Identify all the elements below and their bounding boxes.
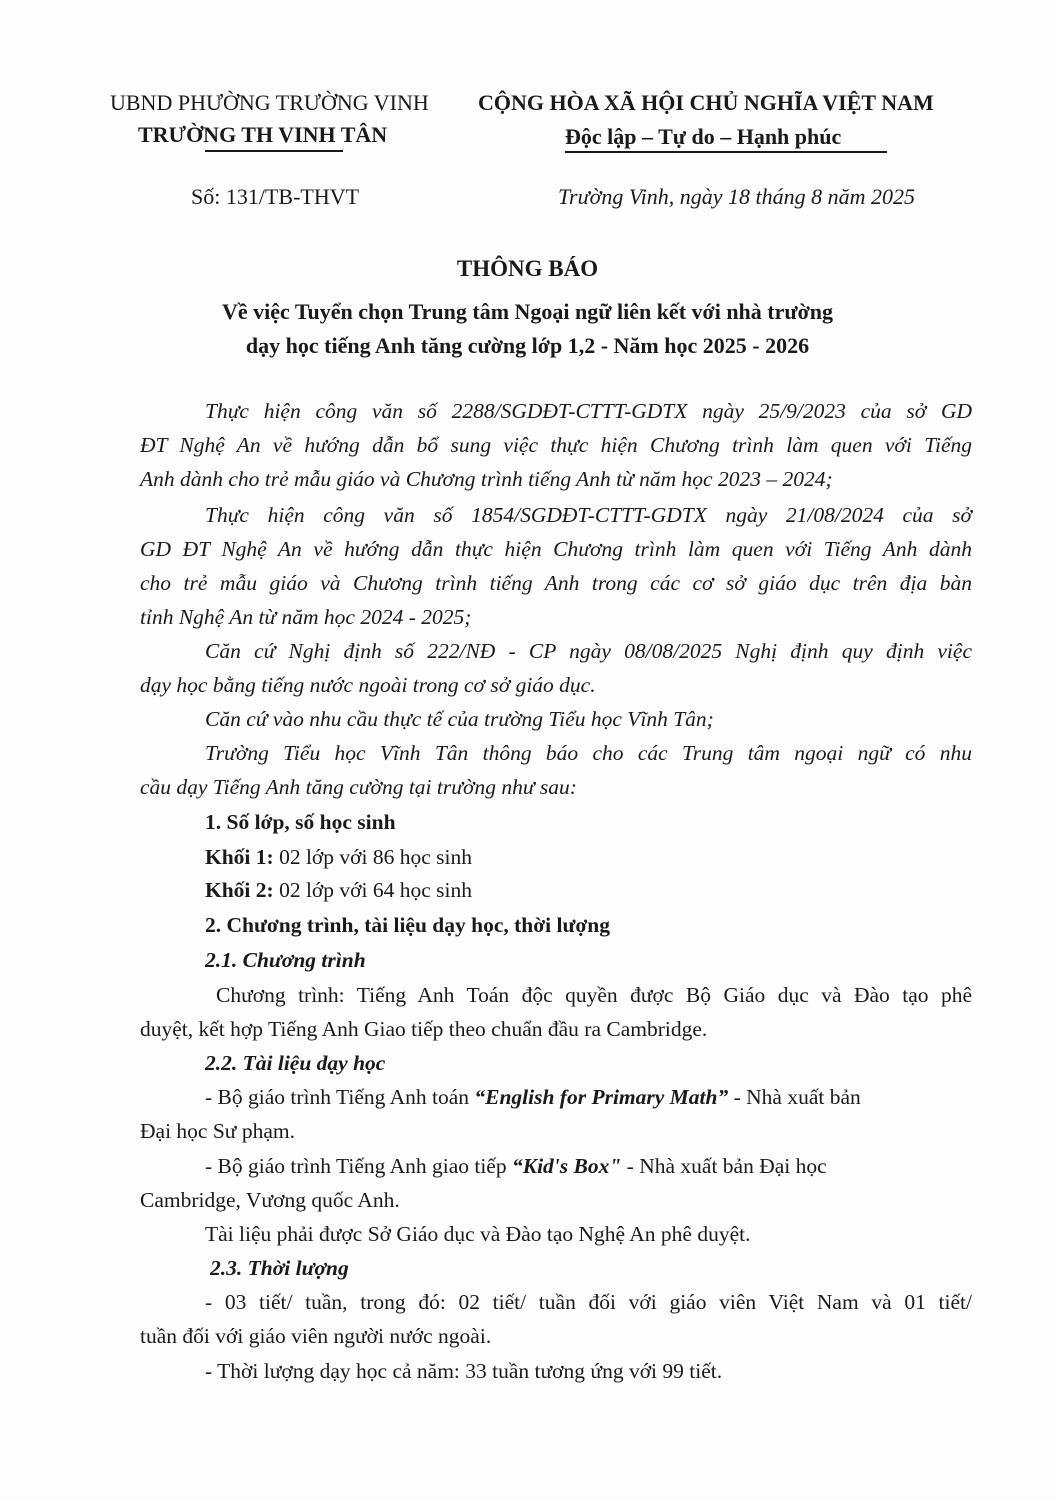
program-line-2: duyệt, kết hợp Tiếng Anh Giao tiếp theo chuẩn đầu ra Cambridge. bbox=[140, 1017, 708, 1041]
basis-3-line-1: Căn cứ Nghị định số 222/NĐ - CP ngày 08/08/2025 Nghị định quy định việc bbox=[205, 639, 972, 663]
section-2-2-heading: 2.2. Tài liệu dạy học bbox=[205, 1051, 386, 1075]
document-number: Số: 131/TB-THVT bbox=[191, 184, 360, 209]
grade-1-text: 02 lớp với 86 học sinh bbox=[273, 845, 473, 869]
basis-5-line-2: cầu dạy Tiếng Anh tăng cường tại trường như sau: bbox=[140, 775, 577, 799]
basis-1-line-2: ĐT Nghệ An về hướng dẫn bổ sung việc thực hiện Chương trình làm quen với Tiếng bbox=[140, 433, 972, 457]
material-item-1-title: “English for Primary Math” bbox=[474, 1085, 729, 1109]
basis-1-line-3: Anh dành cho trẻ mẫu giáo và Chương trình tiếng Anh từ năm học 2023 – 2024; bbox=[140, 467, 833, 491]
material-item-2-line-1 bbox=[205, 1149, 972, 1183]
program-line-1: Chương trình: Tiếng Anh Toán độc quyền được Bộ Giáo dục và Đào tạo phê bbox=[216, 983, 972, 1007]
issuing-authority: UBND PHƯỜNG TRƯỜNG VINH bbox=[110, 90, 429, 115]
basis-5-line-1: Trường Tiểu học Vĩnh Tân thông báo cho các Trung tâm ngoại ngữ có nhu bbox=[205, 741, 972, 765]
material-item-2-suffix: - Nhà xuất bản Đại học bbox=[621, 1154, 827, 1178]
basis-2-line-2: GD ĐT Nghệ An về hướng dẫn thực hiện Chương trình làm quen với Tiếng Anh dành bbox=[140, 537, 972, 561]
document-title: THÔNG BÁO bbox=[456, 256, 599, 281]
grade-1-label: Khối 1: bbox=[205, 845, 274, 869]
section-2-1-heading: 2.1. Chương trình bbox=[205, 948, 366, 972]
basis-2-line-4: tỉnh Nghệ An từ năm học 2024 - 2025; bbox=[140, 605, 472, 629]
material-item-2-title: “Kid's Box" bbox=[511, 1154, 622, 1178]
grade-1-line bbox=[205, 840, 472, 874]
basis-4-line-1: Căn cứ vào nhu cầu thực tế của trường Tiểu học Vĩnh Tân; bbox=[205, 707, 714, 731]
section-2-heading: 2. Chương trình, tài liệu dạy học, thời lượng bbox=[205, 913, 610, 937]
basis-3-line-2: dạy học bằng tiếng nước ngoài trong cơ sở giáo dục. bbox=[140, 673, 596, 697]
material-item-1-suffix: - Nhà xuất bản bbox=[728, 1085, 861, 1109]
material-approval-note: Tài liệu phải được Sở Giáo dục và Đào tạo Nghệ An phê duyệt. bbox=[205, 1222, 751, 1246]
section-1-heading: 1. Số lớp, số học sinh bbox=[205, 810, 396, 834]
duration-item-2: - Thời lượng dạy học cả năm: 33 tuần tương ứng với 99 tiết. bbox=[205, 1359, 723, 1383]
national-motto: Độc lập – Tự do – Hạnh phúc bbox=[565, 124, 842, 149]
basis-2-line-3: cho trẻ mẫu giáo và Chương trình tiếng Anh trong các cơ sở giáo dục trên địa bàn bbox=[140, 571, 972, 595]
place-and-date: Trường Vinh, ngày 18 tháng 8 năm 2025 bbox=[558, 184, 916, 209]
basis-1-line-1: Thực hiện công văn số 2288/SGDĐT-CTTT-GDTX ngày 25/9/2023 của sở GD bbox=[205, 399, 972, 423]
basis-2-line-1: Thực hiện công văn số 1854/SGDĐT-CTTT-GDTX ngày 21/08/2024 của sở bbox=[205, 503, 972, 527]
document-subject-line-2: dạy học tiếng Anh tăng cường lớp 1,2 - Năm học 2025 - 2026 bbox=[245, 333, 810, 358]
school-name: TRƯỜNG TH VINH TÂN bbox=[138, 122, 388, 147]
duration-item-1-line-2: tuần đối với giáo viên người nước ngoài. bbox=[140, 1324, 492, 1348]
material-item-1-prefix: - Bộ giáo trình Tiếng Anh toán bbox=[205, 1085, 475, 1109]
material-item-2-prefix: - Bộ giáo trình Tiếng Anh giao tiếp bbox=[205, 1154, 512, 1178]
grade-2-line bbox=[205, 873, 472, 907]
section-2-3-heading: 2.3. Thời lượng bbox=[210, 1256, 349, 1280]
material-item-1-line-1 bbox=[205, 1080, 972, 1114]
document-subject-line-1: Về việc Tuyển chọn Trung tâm Ngoại ngữ liên kết với nhà trường bbox=[221, 299, 833, 324]
duration-item-1-line-1: - 03 tiết/ tuần, trong đó: 02 tiết/ tuần đối với giáo viên Việt Nam và 01 tiết/ bbox=[205, 1290, 972, 1314]
school-name-underline bbox=[205, 150, 343, 152]
material-item-2-line-2: Cambridge, Vương quốc Anh. bbox=[140, 1188, 400, 1212]
motto-underline bbox=[565, 151, 887, 153]
grade-2-text: 02 lớp với 64 học sinh bbox=[273, 878, 473, 902]
material-item-1-line-2: Đại học Sư phạm. bbox=[140, 1119, 295, 1143]
national-title: CỘNG HÒA XÃ HỘI CHỦ NGHĨA VIỆT NAM bbox=[478, 90, 934, 115]
grade-2-label: Khối 2: bbox=[205, 878, 274, 902]
